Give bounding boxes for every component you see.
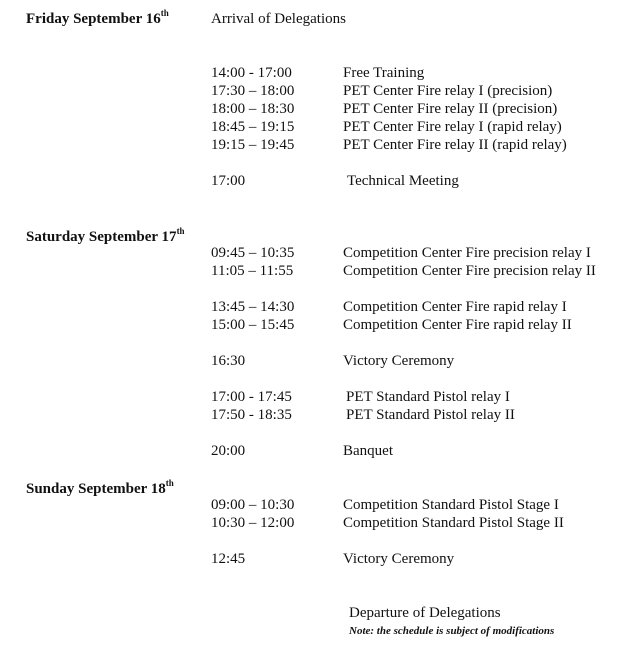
time-cell: 16:30 <box>211 353 246 369</box>
day-heading-friday <box>26 10 169 28</box>
time-cell: 18:00 – 18:30 <box>211 101 295 117</box>
time-cell: 14:00 - 17:00 <box>211 65 292 81</box>
time-cell: 17:00 <box>211 173 246 189</box>
time-cell: 13:45 – 14:30 <box>211 299 295 315</box>
day-heading-saturday <box>26 228 185 246</box>
day-heading-sunday <box>26 480 174 498</box>
time-cell: 09:00 – 10:30 <box>211 497 295 513</box>
time-cell: 09:45 – 10:35 <box>211 245 295 261</box>
time-cell: 18:45 – 19:15 <box>211 119 295 135</box>
time-cell: 17:50 - 18:35 <box>211 407 292 423</box>
time-cell: 17:30 – 18:00 <box>211 83 295 99</box>
day-heading-text: Sunday September 18 <box>26 481 166 497</box>
event-cell: PET Standard Pistol relay I <box>346 389 510 405</box>
schedule-note: Note: the schedule is subject of modifications <box>349 625 555 637</box>
event-cell: PET Standard Pistol relay II <box>346 407 515 423</box>
event-cell: Competition Center Fire precision relay II <box>343 263 596 279</box>
day-heading-suffix: th <box>160 8 169 18</box>
day-heading-suffix: th <box>165 478 174 488</box>
day-heading-suffix: th <box>176 226 185 236</box>
event-cell: Banquet <box>343 443 393 459</box>
event-cell: Free Training <box>343 65 425 81</box>
event-cell: PET Center Fire relay II (rapid relay) <box>343 137 567 153</box>
event-cell: Competition Standard Pistol Stage II <box>343 515 564 531</box>
arrival-text: Arrival of Delegations <box>211 11 346 27</box>
event-cell: Competition Center Fire precision relay I <box>343 245 591 261</box>
time-cell: 15:00 – 15:45 <box>211 317 295 333</box>
time-cell: 17:00 - 17:45 <box>211 389 292 405</box>
time-cell: 19:15 – 19:45 <box>211 137 295 153</box>
event-cell: PET Center Fire relay II (precision) <box>343 101 558 117</box>
event-cell: Technical Meeting <box>347 173 459 189</box>
event-cell: Competition Center Fire rapid relay II <box>343 317 572 333</box>
time-cell: 20:00 <box>211 443 246 459</box>
event-cell: Victory Ceremony <box>343 353 455 369</box>
time-cell: 11:05 – 11:55 <box>211 263 294 279</box>
day-heading-text: Friday September 16 <box>26 11 161 27</box>
event-cell: PET Center Fire relay I (rapid relay) <box>343 119 562 135</box>
event-cell: PET Center Fire relay I (precision) <box>343 83 553 99</box>
event-cell: Competition Standard Pistol Stage I <box>343 497 559 513</box>
event-cell: Victory Ceremony <box>343 551 455 567</box>
event-cell: Competition Center Fire rapid relay I <box>343 299 567 315</box>
day-heading-text: Saturday September 17 <box>26 229 177 245</box>
departure-text: Departure of Delegations <box>349 605 501 621</box>
time-cell: 12:45 <box>211 551 246 567</box>
time-cell: 10:30 – 12:00 <box>211 515 295 531</box>
